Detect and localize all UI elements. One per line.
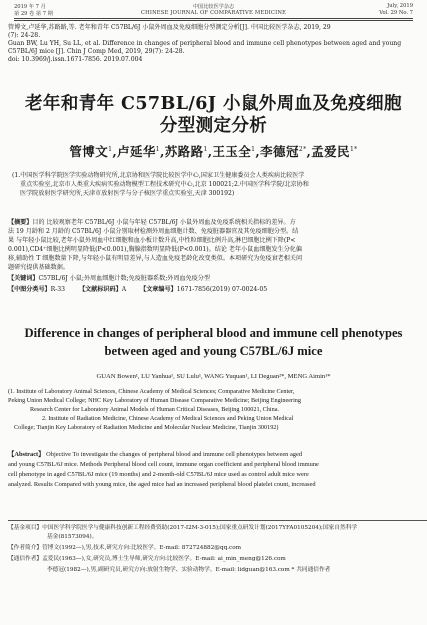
citation-doi: doi: 10.3969/j.issn.1671-7856. 2019.07.004 [8,56,143,63]
abstract-zh-line: 果 与年轻小鼠比较,老年小鼠外周血中红细胞和血小板计数升高,中性粒细胞比例升高,淋巴细胞比例下降(P< [8,237,296,244]
abstract-zh-label: 【摘要】 [8,219,33,226]
author-name: 王玉全 [212,144,252,159]
author-affiliation-mark: 1 [108,145,113,153]
header-date: 2019 年 7 月 [14,4,46,10]
title-zh-line1: 老年和青年 C57BL/6J 小鼠外周血及免疫细胞 [25,94,402,114]
abstract-en-line: cell phenotype in aged C57BL/6J mice (19 months) and 2-month-old C57BL/6J mice used as control adult mice were [8,471,309,478]
author-name: 苏路路 [164,144,204,159]
affiliation-zh-line: (1.中国医学科学院医学实验动物研究所,北京协和医学院比较医学中心,国家卫生健康委员会人类疾病比较医学 [12,172,305,179]
affiliation-zh-line: 重点实验室,北京市人类重大疾病实验动物模型工程技术研究中心,北京 100021;2.中国医学科学院/北京协和 [20,181,309,188]
abstract-zh-line: 0.001),CD4⁺细胞比例明显降低(P<0.001),胸腺指数明显降低(P<0.001)。结论 老年小鼠血细胞发生分化偏 [8,246,302,253]
keywords-zh [8,275,210,283]
title-zh-line2: 分型测定分析 [159,116,268,136]
abstract-zh-line: 题研究提供基础数据。 [8,264,69,271]
abstract-en-line: 【Abstract】 Objective To investigate the changes of peripheral blood and immune cell phenotypes between aged [8,451,303,458]
affiliation-en-line: 2. Institute of Radiation Medicine, Chinese Academy of Medical Sciences and Peking Union Medical [42,415,294,422]
author-name: 李德冠 [260,144,299,159]
title-en-line1: Difference in changes of peripheral blood and immune cell phenotypes [24,326,403,340]
affiliation-en-line: (1. Institute of Laboratory Animal Sciences, Chinese Academy of Medical Sciences; Comparative Medicine Center, [8,388,295,395]
citation-line: (7): 24-28. [8,32,41,39]
header-journal-zh: 中国比较医学杂志 [192,4,235,10]
abstract-en-line: analyzed. Results Compared with young mice, the aged mice had an increased peripheral blood platelet count, increased [8,481,316,488]
author-name: 管博文 [69,144,109,159]
author-affiliation-mark: 1 [251,145,256,153]
header-volume: 第 29 卷 第 7 期 [14,11,53,17]
author-affiliation-mark: 2* [298,145,307,153]
citation-line: 管博文,卢延华,苏路路,等. 老年和青年 C57BL/6J 小鼠外周血及免疫细胞分型测定分析[J]. 中国比较医学杂志, 2019, 29 [8,24,331,31]
footnote-corresponding: 【通信作者】孟爱民(1963—),女,研究员,博士生导师,研究方向:比较医学。E-mail: ai_min_meng@126.com [8,556,286,562]
abstract-zh-line: 法 19 月龄和 2 月龄的 C57BL/6J 小鼠分别取材检测外周血细胞计数、免疫脏器器官及其免疫细胞分型。结 [8,228,299,235]
citation-line: Guan BW, Lu YH, Su LL, et al. Difference in changes of peripheral blood and immune cell phenotypes between aged and young [8,40,402,47]
classification-zh: 【中图分类号】R-33 【文献标识码】A 【文章编号】1671-7856(2019) 07-0024-05 [8,286,268,293]
keywords-zh-text: C57BL/6J 小鼠;外周血细胞计数;免疫脏器系数;外周血免疫分型 [38,275,210,282]
affiliation-en-line: Research Center for Laboratory Animal Models of Human Critical Diseases, Beijing 100021, China. [30,406,279,413]
footnote-rule [8,520,427,521]
author-name: 卢延华 [117,144,156,159]
footnote-funding-cont: 基金(81573094)。 [47,534,98,540]
affiliation-zh-line: 医学院放射医学研究所,天津市放射医学与分子核医学重点实验室,天津 300192) [20,190,235,197]
keywords-zh-label: 【关键词】 [8,275,39,282]
header-date-en: July, 2019 [387,3,413,9]
abstract-zh-line: 移,辅助性 T 细胞数量下降,与年轻小鼠有明显差异,与人造血免疫老龄化改变类似。本项研究为免疫衰老相关问 [8,255,303,262]
author-affiliation-mark: 1 [155,145,161,153]
header-volume-en: Vol. 29 No. 7 [379,10,413,16]
abstract-en-line: and young C57BL/6J mice. Methods Peripheral blood cell count, immune organ coefficient and peripheral blood immune [8,461,319,468]
footnote-funding: 【基金项目】中国医学科学院医学与健康科技创新工程经费资助(2017-I2M-3-015);国家重点研发计划(2017YFA0105204);国家自然科学 [8,525,358,531]
author-name: 孟爱民 [311,144,350,159]
header-rule-double [14,20,413,21]
citation-line: C57BL/6J mice [J]. Chin J Comp Med, 2019, 29(7): 24-28. [8,48,185,55]
header-journal-en: CHINESE JOURNAL OF COMPARATIVE MEDICINE [140,10,287,16]
affiliation-en-line: Peking Union Medical College; NHC Key Laboratory of Human Disease Comparative Medicine; Beijing Engineering [8,397,301,404]
abstract-en-label: 【Abstract】 [8,451,45,458]
authors-en: GUAN Bowen¹, LU Yanhua¹, SU Lulu¹, WANG Yuquan¹, LI Deguan²*, MENG Aimin¹* [96,373,331,380]
footnote-corresponding-2: 李德冠(1982—),男,副研究员,研究方向:放射生物学、实验动物学。E-mail: lidguan@163.com * 共同通信作者 [47,567,331,573]
footnote-author-bio: 【作者简介】管博文(1992—),男,技术,研究方向:比较医学。E-mail: 872724882@qq.com [8,545,242,551]
affiliation-en-line: College; Tianjin Key Laboratory of Radiation Medicine and Molecular Nuclear Medicine, Tianjin 300192) [14,424,279,431]
abstract-zh-line: 【摘要】目的 比较观察老年 C57BL/6J 小鼠与年轻 C57BL/6J 小鼠外周血及免疫系统相关指标的差异。方 [8,219,296,226]
author-affiliation-mark: 1 [203,145,208,153]
author-affiliation-mark: 1* [349,145,358,153]
authors-zh: 管博文$^1$,卢延华$^1$,苏路路$^1$,王玉全$^1$,李德冠$^{2*}$,孟爱民$^{1*}$ [69,144,358,159]
title-en-line2: between aged and young C57BL/6J mice [104,344,323,358]
